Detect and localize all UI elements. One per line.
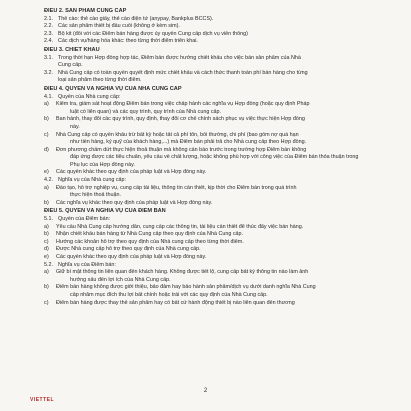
sub-item	[44, 169, 397, 177]
sub-item-continuation: hưởng xấu đến lợi ích của Nhà Cung cấp.	[70, 276, 171, 283]
sub-item-text: Các quyền khác theo quy định của pháp luật và Hợp đồng này.	[56, 169, 207, 176]
sub-item-continuation: này.	[70, 123, 80, 130]
clause-text: Trong thời hạn Hợp đồng hợp tác, Điểm bán được hưởng chiết khấu cho việc bán sản phẩm của Nhà	[58, 54, 301, 61]
clause-item	[44, 94, 397, 102]
sub-item	[44, 269, 397, 277]
sub-item	[44, 200, 397, 208]
section-heading: ĐIỀU 5. QUYỀN VÀ NGHĨA VỤ CỦA ĐIỂM BÁN	[44, 208, 166, 215]
sub-item-continuation: như tiền hàng, ký quỹ của khách hàng,...) mà Điểm bán phải trả cho Nhà cung cấp theo Hợp đồng.	[70, 139, 307, 146]
clause-text: Nghĩa vụ của Nhà cung cấp:	[58, 177, 127, 184]
section-heading: ĐIỀU 4. QUYỀN VÀ NGHĨA VỤ CỦA NHÀ CUNG CẤP	[44, 85, 182, 92]
sub-item-marker: c)	[44, 238, 49, 245]
clause-item	[44, 216, 397, 224]
sub-item	[44, 300, 397, 308]
sub-item-continuation: Phụ lục của Hợp đồng này.	[70, 161, 135, 168]
company-logo: VIETTEL	[30, 397, 55, 403]
sub-item-continuation: thực hiện thoả thuận.	[70, 192, 121, 199]
sub-item-marker: b)	[44, 116, 49, 123]
sub-item-marker: e)	[44, 169, 49, 176]
sub-item-text: Điểm bán hàng không được giới thiệu, bảo đảm hay bảo hành sản phẩm/dịch vụ dưới danh nghĩa Nhà Cung	[56, 284, 316, 291]
sub-item-marker: a)	[44, 223, 49, 230]
clause-item	[44, 16, 397, 24]
clause-number: 2.2.	[44, 23, 53, 30]
sub-item	[44, 231, 397, 239]
sub-item-text: Yêu cầu Nhà Cung cấp hướng dẫn, cung cấp các thông tin, tài liệu cần thiết để thúc đẩy việc bán hàng.	[56, 223, 304, 230]
sub-item-marker: e)	[44, 254, 49, 260]
sub-item-marker: d)	[44, 246, 49, 253]
sub-item	[44, 254, 397, 262]
sub-item-marker: a)	[44, 101, 49, 108]
sub-item-text: Kiểm tra, giám sát hoạt động Điểm bán trong việc chấp hành các nghĩa vụ Hợp đồng (hoặc quy định Pháp	[56, 101, 310, 108]
sub-item-marker: d)	[44, 146, 49, 153]
page-number: 2	[203, 388, 208, 394]
clause-number: 4.1.	[44, 93, 53, 100]
clause-number: 5.1.	[44, 216, 53, 223]
clause-number: 3.1.	[44, 54, 53, 61]
sub-item	[44, 246, 397, 254]
sub-item-text: Đào tạo, hỗ trợ nghiệp vụ, cung cấp tài liệu, thông tin cần thiết, kịp thời cho Điểm bán trong quá trình	[56, 184, 297, 191]
clause-continuation: loại sản phẩm theo từng thời điểm.	[58, 77, 142, 84]
clause-item	[44, 23, 397, 31]
sub-item	[44, 132, 397, 140]
sub-item-marker: b)	[44, 284, 49, 291]
clause-text: Nhà Cung cấp có toàn quyền quyết định mức chiết khấu và cách thức thanh toán phí bán hàng cho từng	[58, 69, 308, 76]
sub-item-continuation: đáp ứng được các tiêu chuẩn, yêu cầu về chất lượng, hoặc không phù hợp với công việc của Điểm bán thỏa thuận trong	[70, 154, 359, 161]
clause-text: Thẻ cào: thẻ cào giấy, thẻ cào điện tử (anypay, Bankplus BCCS).	[58, 15, 214, 22]
sub-item-text: Các nghĩa vụ khác theo quy định của pháp luật và Hợp đồng này.	[56, 199, 213, 206]
section-heading: ĐIỀU 3. CHIẾT KHẤU	[44, 46, 100, 53]
sub-item-text: Giữ bí mật thông tin liên quan đến khách hàng. Không được tiết lộ, cung cấp bất kỳ thông tin nào làm ảnh	[56, 269, 309, 276]
sub-item	[44, 224, 397, 232]
clause-continuation: Cung cấp.	[58, 62, 83, 69]
sub-item-text: Hưởng các khoản hỗ trợ theo quy định của Nhà cung cấp theo từng thời điểm.	[56, 238, 244, 245]
clause-text: Quyền của Điểm bán:	[58, 216, 111, 223]
sub-item-text: Các quyền khác theo quy định của pháp luật và Hợp đồng này.	[56, 254, 207, 260]
sub-item	[44, 147, 397, 155]
section-heading: ĐIỀU 2. SẢN PHẨM CUNG CẤP	[44, 8, 127, 14]
clause-number: 5.2.	[44, 261, 53, 268]
sub-item-text: Nhà Cung cấp có quyền khấu trừ bất kỳ hoặc tất cả phí tổn, bồi thường, chi phí (bao gồm nợ quá hạn	[56, 131, 299, 138]
clause-item	[44, 38, 397, 46]
sub-item-text: Ban hành, thay đổi các quy trình, quy định, thay đổi cơ chế chính sách phục vụ việc thực hiện Hợp đồng	[56, 116, 305, 123]
clause-item	[44, 70, 397, 78]
clause-item	[44, 55, 397, 63]
sub-item-text: Nhận chiết khấu bán hàng từ Nhà Cung cấp theo quy định của Nhà Cung cấp.	[56, 231, 244, 238]
sub-item-text: Đơn phương chấm dứt thực hiện thoả thuận mà không cần báo trước trong trường hợp Điểm bán không	[56, 146, 307, 153]
sub-item	[44, 239, 397, 247]
clause-number: 4.2.	[44, 177, 53, 184]
sub-item-marker: a)	[44, 184, 49, 191]
sub-item-marker: c)	[44, 131, 49, 138]
sub-item	[44, 101, 397, 109]
sub-item-marker: b)	[44, 199, 49, 206]
sub-item-continuation: luật có liên quan) và các quy trình, quy trình của Nhà cung cấp.	[70, 108, 222, 115]
sub-item-marker: c)	[44, 299, 49, 306]
clause-text: Các dịch vụ/hàng hóa khác: theo từng thời điểm triển khai.	[58, 38, 198, 45]
sub-item-text: Điểm bán hàng được thay thế sản phẩm hay có bất cứ hành động thiết bị nào liên quan đến thương	[56, 299, 295, 306]
clause-item	[44, 262, 397, 270]
sub-item-marker: b)	[44, 231, 49, 238]
document-body	[44, 8, 397, 307]
sub-item	[44, 284, 397, 292]
clause-text: Quyền của Nhà cung cấp:	[58, 93, 121, 100]
sub-item	[44, 185, 397, 193]
clause-item	[44, 177, 397, 185]
clause-text: Các sản phẩm thiết bị đầu cuối (không ở kèm sim).	[58, 23, 180, 30]
clause-item	[44, 31, 397, 39]
clause-number: 2.3.	[44, 30, 53, 37]
clause-text: Bộ kit (đối với các Điểm bán hàng được ủy quyền Cung cấp dịch vụ viễn thông)	[58, 30, 248, 37]
sub-item-marker: a)	[44, 269, 49, 276]
clause-text: Nghĩa vụ của Điểm bán:	[58, 261, 116, 268]
sub-item-text: Được Nhà cung cấp hỗ trợ theo quy định của Nhà cung cấp.	[56, 246, 201, 253]
clause-number: 3.2.	[44, 69, 53, 76]
sub-item-continuation: cấp nhằm mục đích thu lợi bất chính hoặc trái với các quy định của Nhà Cung cấp.	[70, 291, 268, 298]
clause-number: 2.1.	[44, 15, 53, 22]
sub-item	[44, 116, 397, 124]
clause-number: 2.4.	[44, 38, 53, 45]
